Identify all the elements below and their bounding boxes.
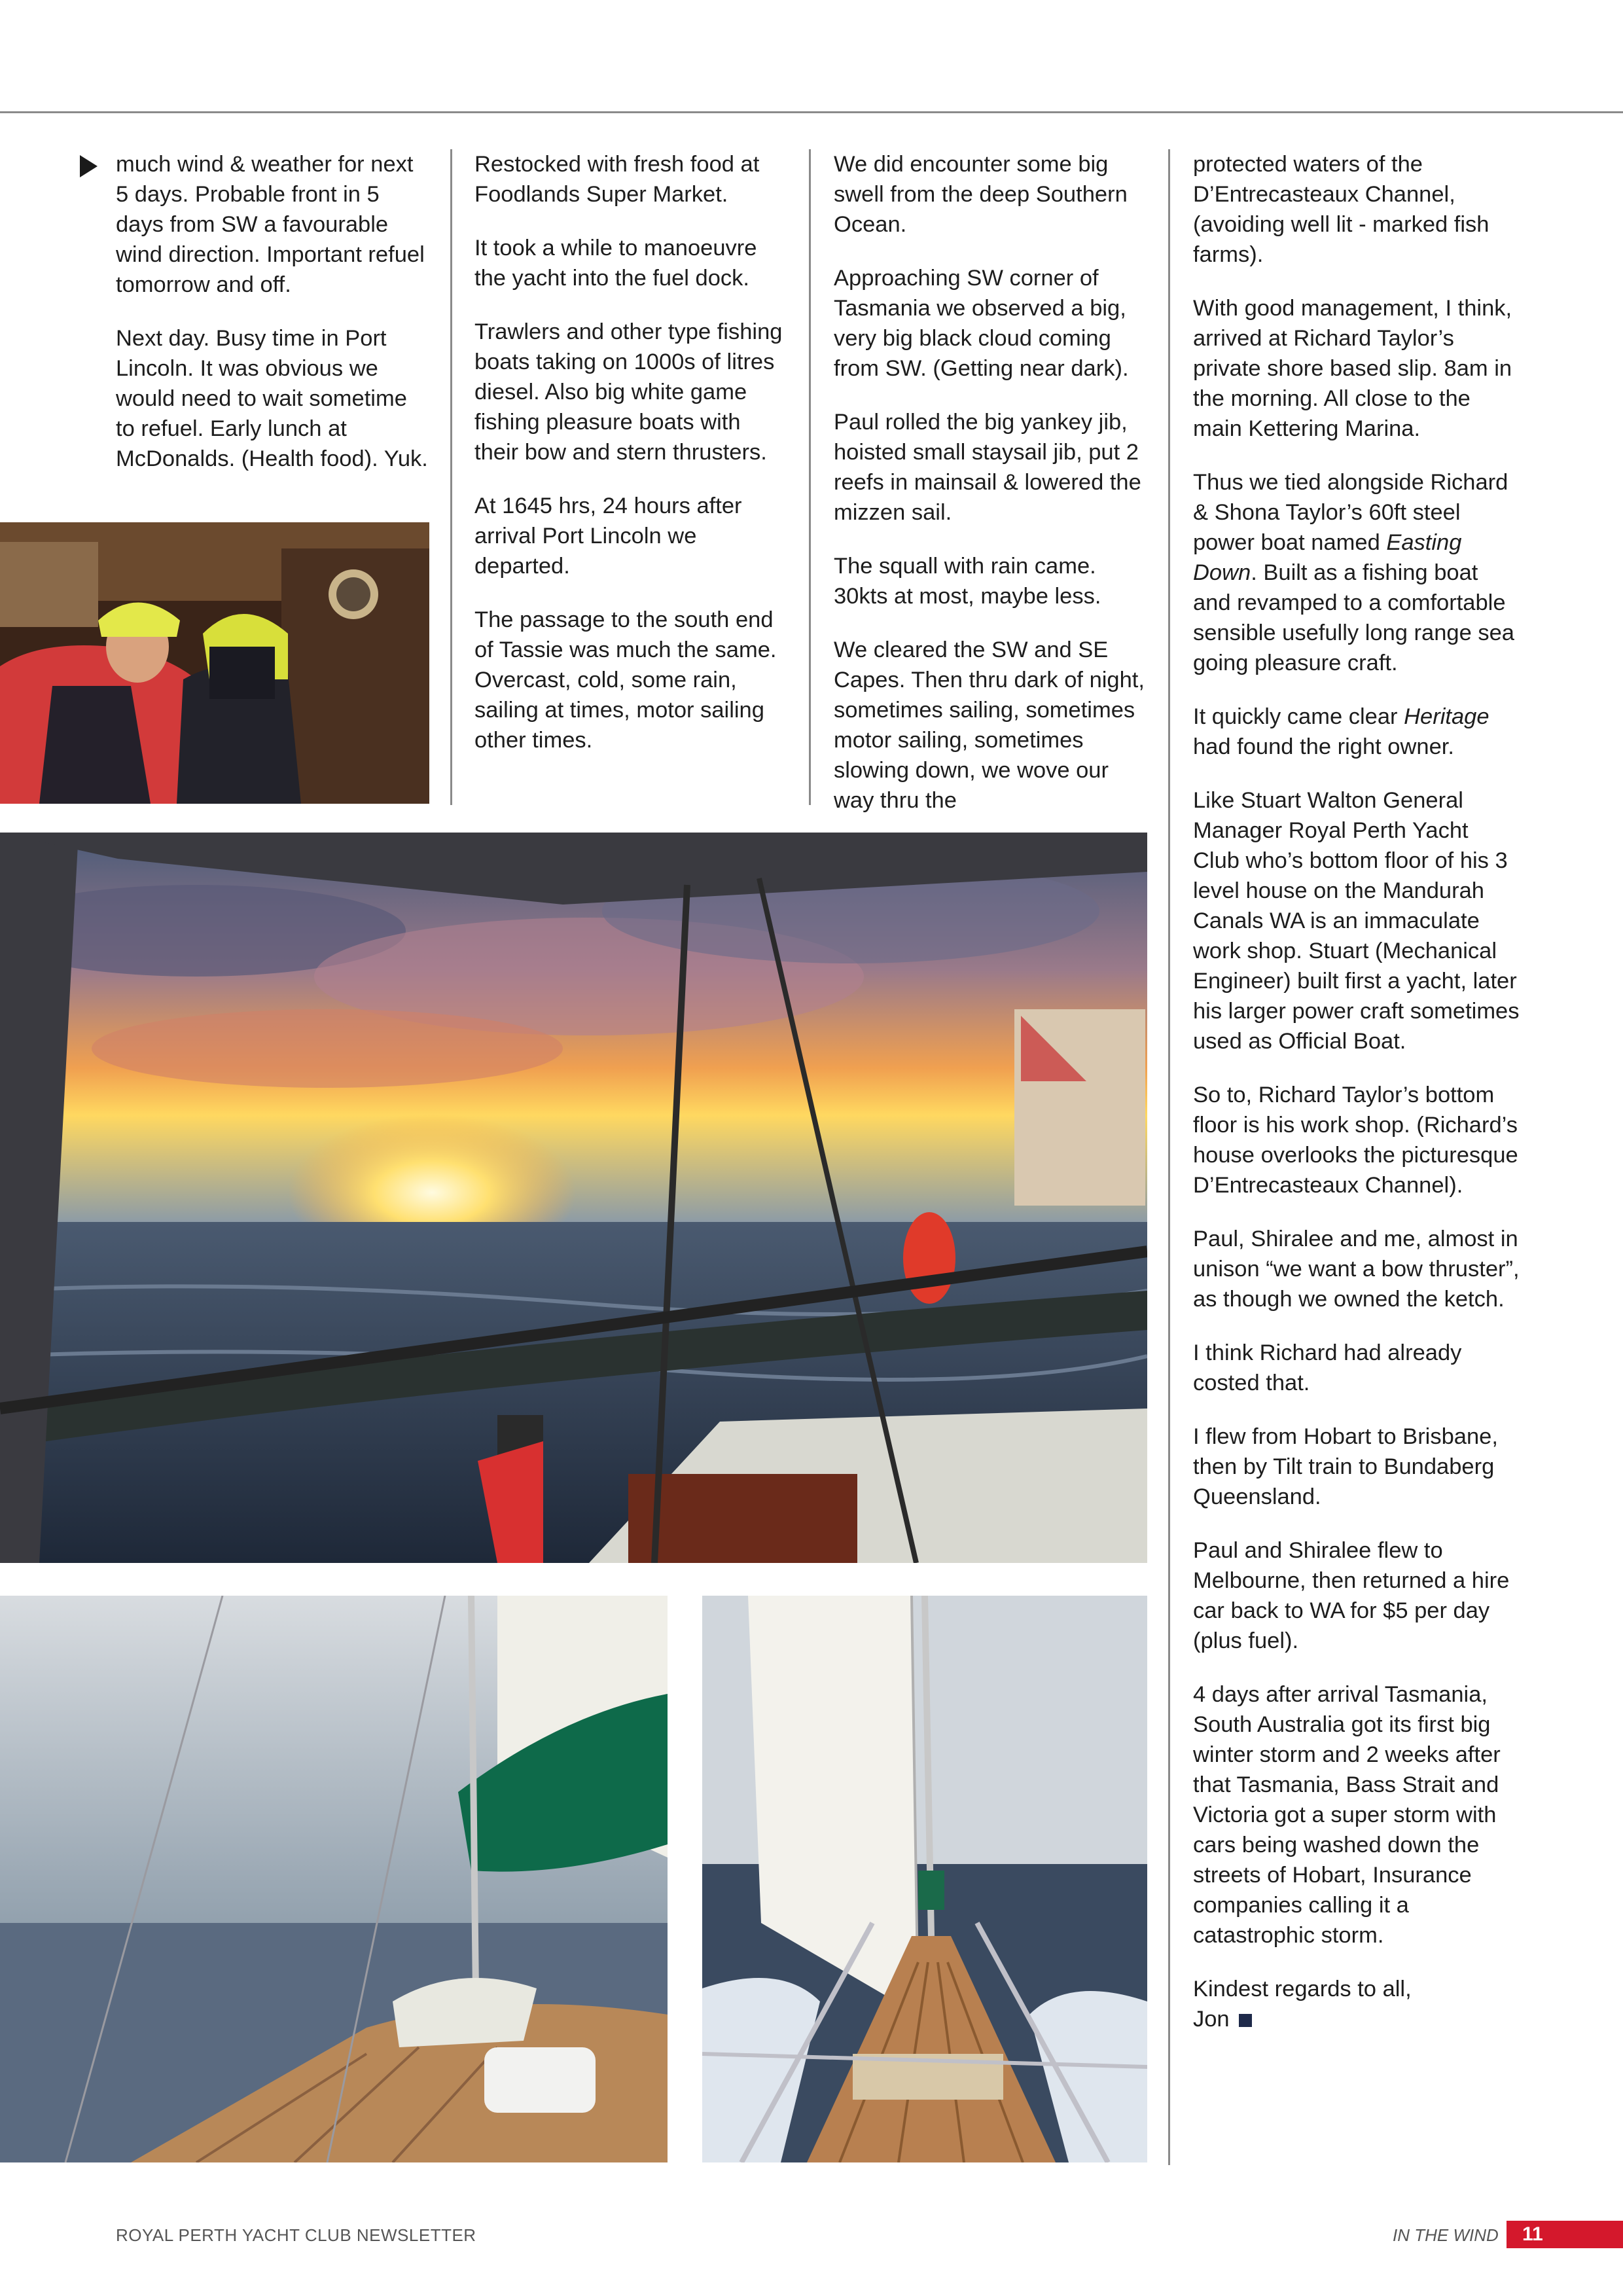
col4-para: I flew from Hobart to Brisbane, then by Tilt train to Bundaberg Queensland. xyxy=(1193,1424,1498,1509)
col4-para: With good management, I think, arrived at Richard Taylor’s private shore based slip. 8am in the morning. All close to the main Kettering Marina. xyxy=(1193,296,1512,441)
crew-photo xyxy=(0,522,429,804)
page-number: 11 xyxy=(1507,2221,1623,2248)
col3-para: The squall with rain came. 30kts at most, maybe less. xyxy=(834,554,1101,609)
column-rule xyxy=(809,149,811,805)
column-2 xyxy=(474,149,789,779)
text-run: . Built as a fishing boat and revamped to a comfortable sensible usefully long range sea going pleasure craft. xyxy=(1193,560,1514,675)
col2-para: It took a while to manoeuvre the yacht into the fuel dock. xyxy=(474,236,757,291)
sign-off: Kindest regards to all, xyxy=(1193,1977,1412,2001)
text-run: Thus we tied alongside Richard & Shona Taylor’s 60ft steel power boat named xyxy=(1193,470,1508,555)
column-rule xyxy=(450,149,452,805)
col3-para: We did encounter some big swell from the deep Southern Ocean. xyxy=(834,152,1128,237)
col2-para: The passage to the south end of Tassie was much the same. Overcast, cold, some rain, sailing at times, motor sailing other times. xyxy=(474,607,777,753)
column-rule xyxy=(1168,149,1170,2165)
section-title: IN THE WIND xyxy=(1393,2225,1499,2245)
col4-para: Paul and Shiralee flew to Melbourne, then returned a hire car back to WA for $5 per day (plus fuel). xyxy=(1193,1538,1510,1653)
col2-para: At 1645 hrs, 24 hours after arrival Port Lincoln we departed. xyxy=(474,493,742,579)
column-1 xyxy=(116,149,430,497)
col4-para xyxy=(1193,467,1520,678)
boat-name: Easting Down xyxy=(1193,530,1462,585)
header-rule xyxy=(0,111,1623,113)
col2-para: Restocked with fresh food at Foodlands Super Market. xyxy=(474,152,760,207)
col4-para: protected waters of the D’Entrecasteaux Channel, (avoiding well lit - marked fish farms). xyxy=(1193,152,1489,267)
col4-para xyxy=(1193,1974,1520,2034)
publication-title: ROYAL PERTH YACHT CLUB NEWSLETTER xyxy=(116,2225,476,2245)
col4-para: So to, Richard Taylor’s bottom floor is his work shop. (Richard’s house overlooks the picturesque D’Entrecasteaux Channel). xyxy=(1193,1083,1518,1198)
col4-para: I think Richard had already costed that. xyxy=(1193,1340,1462,1395)
col1-para: much wind & weather for next 5 days. Probable front in 5 days from SW a favourable wind direction. Important refuel tomorrow and off. xyxy=(116,152,425,297)
end-square-icon xyxy=(1239,2014,1252,2027)
col4-para xyxy=(1193,702,1520,762)
column-4 xyxy=(1193,149,1520,2058)
col3-para: We cleared the SW and SE Capes. Then thru dark of night, sometimes sailing, sometimes motor sailing, sometimes slowing down, we wove our way thru the xyxy=(834,637,1145,813)
col4-para: Like Stuart Walton General Manager Royal Perth Yacht Club who’s bottom floor of his 3 level house on the Mandurah Canals WA is an immaculate work shop. Stuart (Mechanical Engineer) built first a yacht, later his larger power craft sometimes used as Official Boat. xyxy=(1193,788,1520,1054)
text-run: had found the right owner. xyxy=(1193,734,1454,759)
col3-para: Paul rolled the big yankey jib, hoisted small staysail jib, put 2 reefs in mainsail & lowered the mizzen sail. xyxy=(834,410,1141,525)
col2-para: Trawlers and other type fishing boats taking on 1000s of litres diesel. Also big white game fishing pleasure boats with their bow and stern thrusters. xyxy=(474,319,783,465)
col1-para: Next day. Busy time in Port Lincoln. It was obvious we would need to wait sometime to refuel. Early lunch at McDonalds. (Health food). Yuk. xyxy=(116,326,428,471)
column-3 xyxy=(834,149,1148,839)
sail-photo xyxy=(702,1596,1147,2162)
signature-name: Jon xyxy=(1193,2007,1230,2032)
col3-para: Approaching SW corner of Tasmania we observed a big, very big black cloud coming from SW. (Getting near dark). xyxy=(834,266,1129,381)
text-run: It quickly came clear xyxy=(1193,704,1404,729)
triangle-arrow-icon xyxy=(80,155,98,177)
col4-para: 4 days after arrival Tasmania, South Australia got its first big winter storm and 2 weeks after that Tasmania, Bass Strait and Victoria got a super storm with cars being washed down the streets of Hobart, Insurance companies calling it a catastrophic storm. xyxy=(1193,1682,1501,1948)
col4-para: Paul, Shiralee and me, almost in unison “we want a bow thruster”, as though we owned the ketch. xyxy=(1193,1227,1520,1312)
boat-name: Heritage xyxy=(1404,704,1489,729)
deck-photo xyxy=(0,1596,668,2162)
sunset-photo xyxy=(0,833,1147,1563)
